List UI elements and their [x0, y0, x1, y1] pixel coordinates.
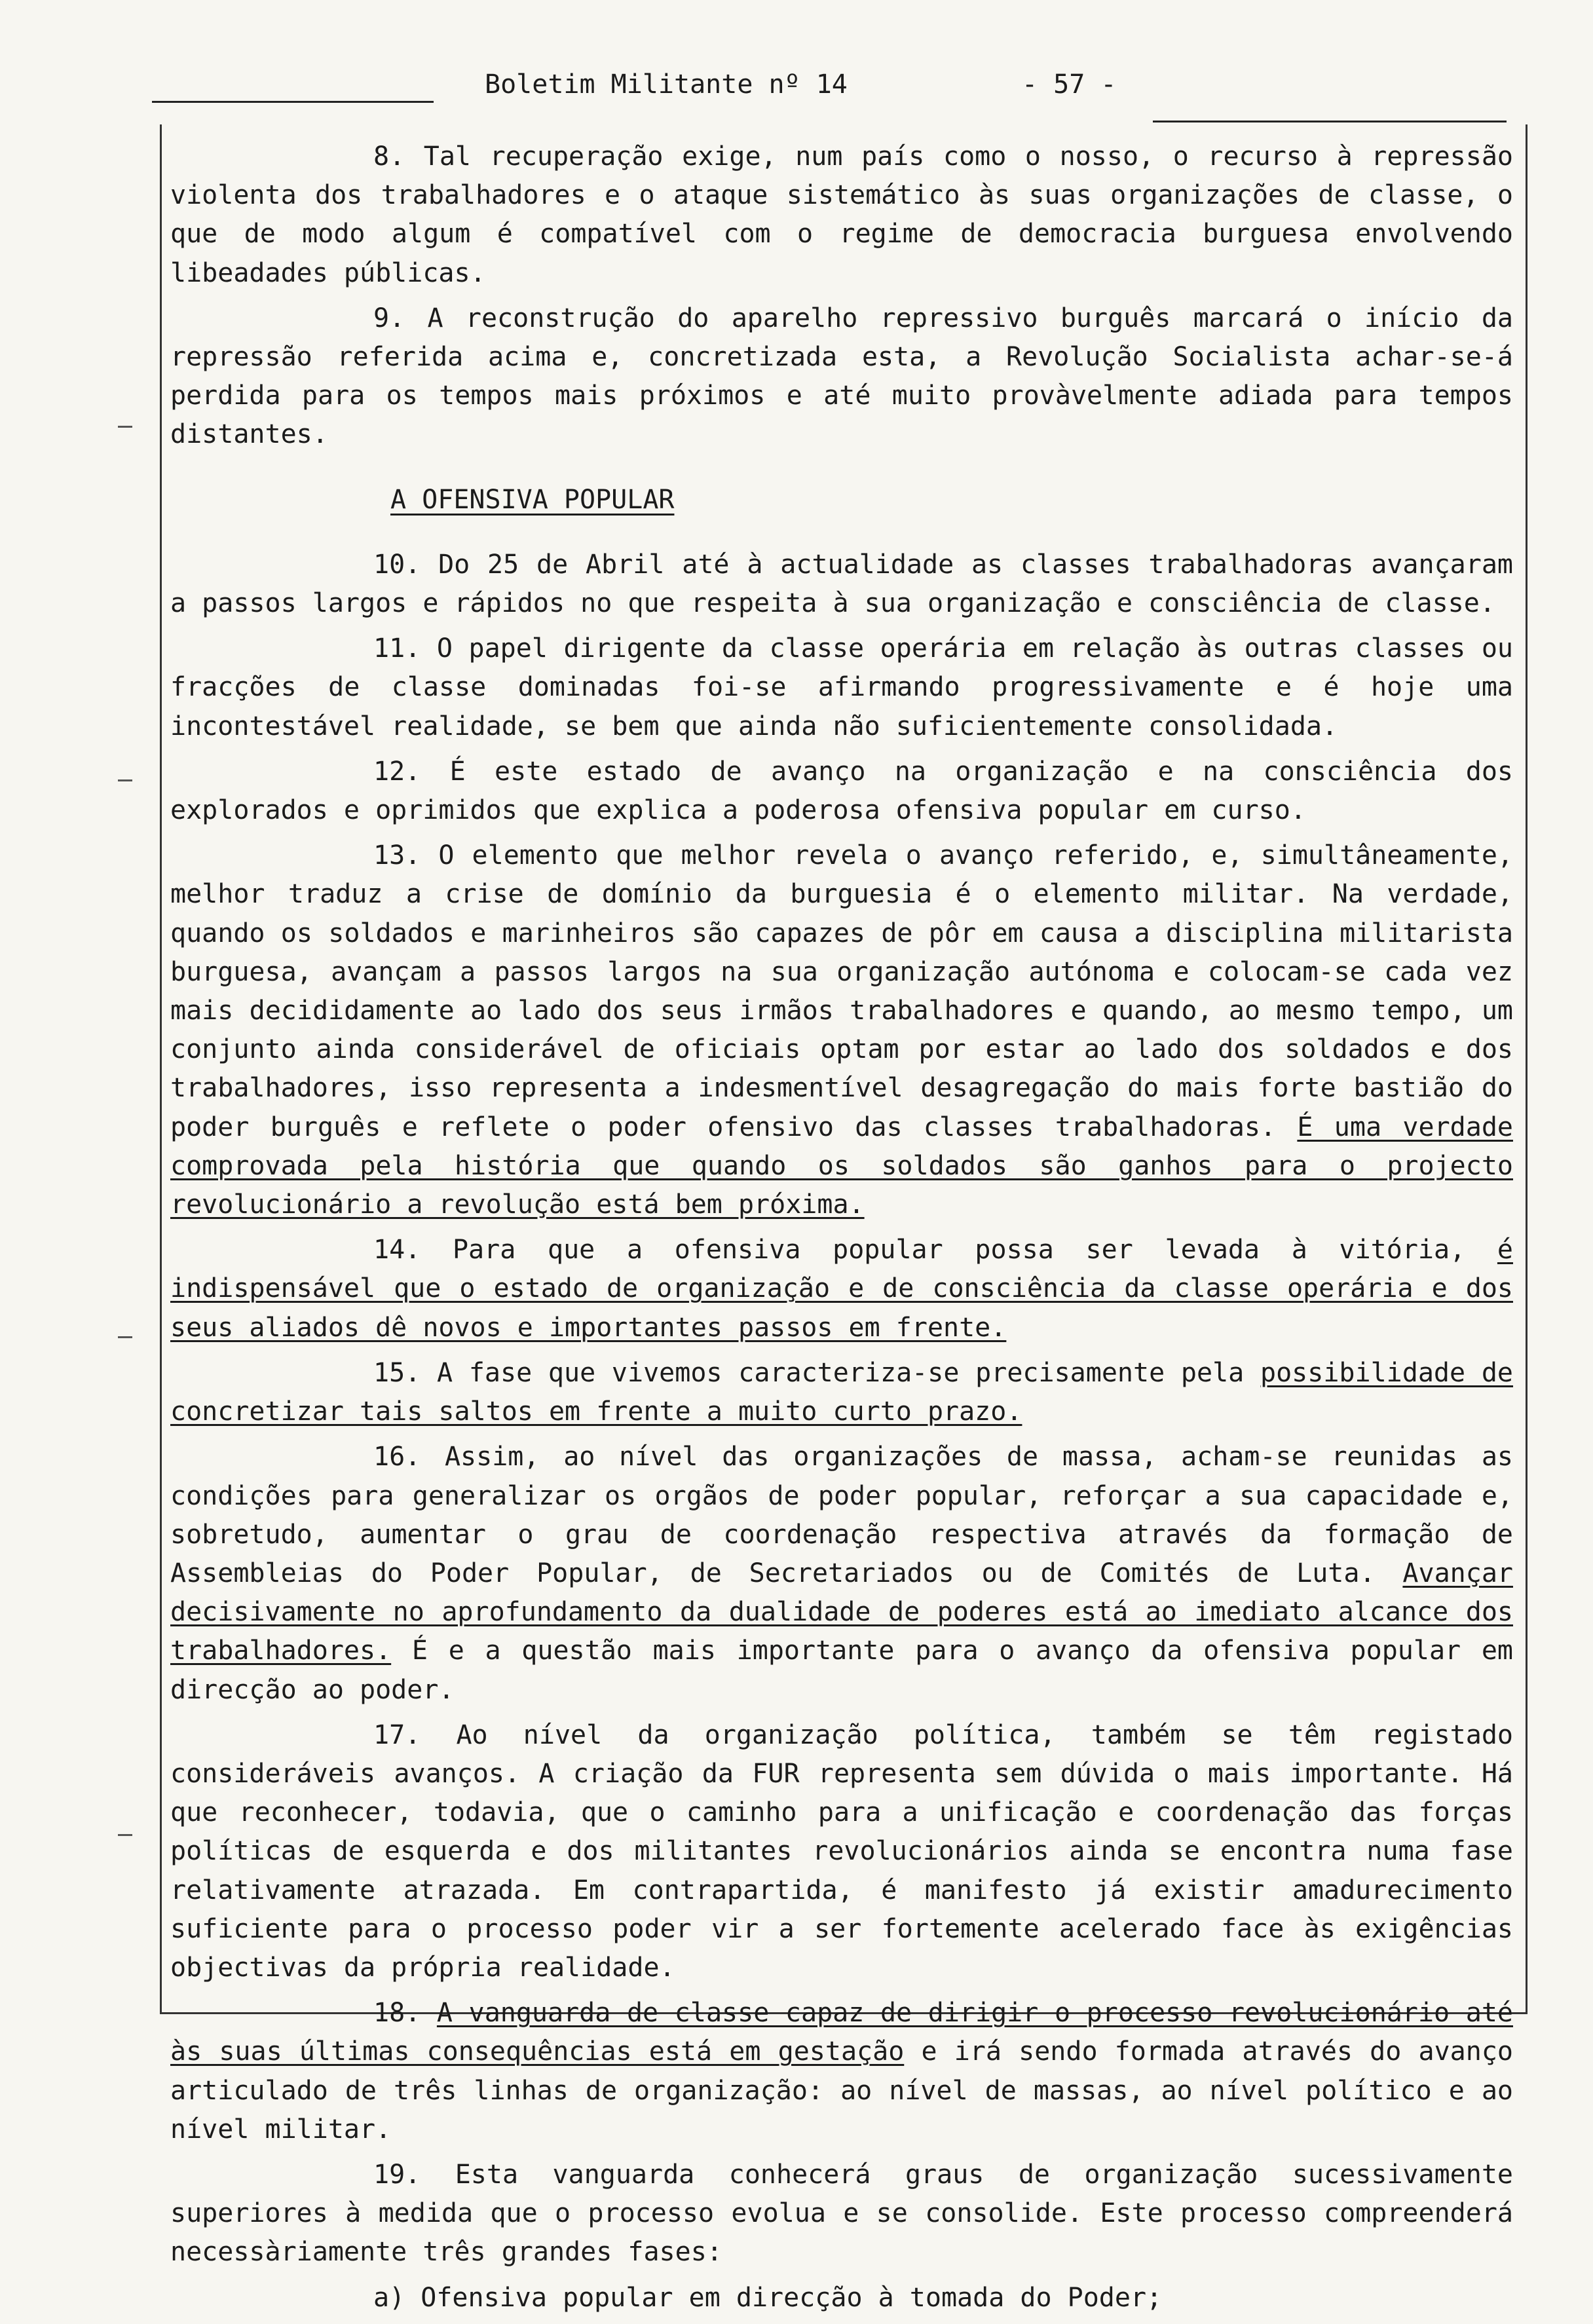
paragraph-16-text: 16. Assim, ao nível das organizações de massa, acham-se reunidas as condições para generalizar os orgãos de poder popular, reforçar a sua capacidade e, sobretudo, aumentar o grau de coordenação respectiva através da formação de Assembleias do Poder Popular, de Secretariados ou de Comités de Luta. — [170, 1442, 1513, 1588]
paragraph-15 — [170, 1354, 1513, 1431]
margin-mark — [118, 779, 132, 781]
paragraph-12: 12. É este estado de avanço na organização e na consciência dos explorados e oprimidos que explica a poderosa ofensiva popular em curso. — [170, 756, 1513, 826]
paragraph-14-underlined: é indispensável que o estado de organização e de consciência da classe operária e dos seus aliados dê novos e importantes passos em frente. — [170, 1235, 1513, 1343]
paragraph-18 — [170, 1994, 1513, 2149]
paragraph-18-end: e irá sendo formada através do avanço articulado de três linhas de organização: ao nível de massas, ao nível político e ao nível militar. — [170, 2036, 1513, 2145]
margin-mark — [118, 1336, 132, 1338]
paragraph-9: 9. A reconstrução do aparelho repressivo burguês marcará o início da repressão referida acima e, concretizada esta, a Revolução Socialista achar-se-á perdida para os tempos mais próximos e até muito provàvelmente adiada para tempos distantes. — [170, 303, 1513, 450]
section-heading: A OFENSIVA POPULAR — [390, 484, 675, 515]
paragraph-16-underlined: Avançar decisivamente no aprofundamento da dualidade de poderes está ao imediato alcance dos trabalhadores. — [170, 1558, 1513, 1666]
paragraph-15-text: 15. A fase que vivemos caracteriza-se precisamente pela — [373, 1357, 1245, 1388]
page-number: - 57 - — [1022, 69, 1117, 100]
paragraph-16 — [170, 1438, 1513, 1709]
paragraph-16-end: É e a questão mais importante para o avanço da ofensiva popular em direcção ao poder. — [170, 1636, 1513, 1705]
list-item-a: a) Ofensiva popular em direcção à tomada do Poder; — [373, 2282, 1163, 2313]
paragraph-13-underlined: É uma verdade comprovada pela história que quando os soldados são ganhos para o projecto revolucionário a revolução está bem próxima. — [170, 1112, 1513, 1220]
paragraph-14 — [170, 1231, 1513, 1347]
header-rule-left — [152, 101, 434, 103]
paragraph-11: 11. O papel dirigente da classe operária em relação às outras classes ou fracções de classe dominadas foi-se afirmando progressivamente e é hoje uma incontestável realidade, se bem que ainda não suficientemente consolidada. — [170, 633, 1513, 741]
paragraph-14-text: 14. Para que a ofensiva popular possa ser levada à vitória, — [373, 1235, 1466, 1265]
paragraph-8: 8. Tal recuperação exige, num país como o nosso, o recurso à repressão violenta dos trabalhadores e o ataque sistemático às suas organizações de classe, o que de modo algum é compatível com o regime de democracia burguesa envolvendo libeadades públicas. — [170, 141, 1513, 288]
paragraph-18-number: 18. — [373, 1998, 421, 2029]
paragraph-13-text: 13. O elemento que melhor revela o avanço referido, e, simultâneamente, melhor traduz a crise de domínio da burguesia é o elemento militar. Na verdade, quando os soldados e marinheiros são capazes de pôr em causa a disciplina militarista burguesa, avançam a passos largos na sua organização autónoma e colocam-se cada vez mais decididamente ao lado dos seus irmãos trabalhadores e quando, ao mesmo tempo, um conjunto ainda considerável de oficiais optam por estar ao lado dos soldados e dos trabalhadores, isso representa a indesmentível desagregação do mais forte bastião do poder burguês e reflete o poder ofensivo das classes trabalhadoras. — [170, 840, 1513, 1142]
page-header — [0, 58, 1593, 100]
paragraph-19: 19. Esta vanguarda conhecerá graus de organização sucessivamente superiores à medida que o processo evolua e se consolide. Este processo compreenderá necessàriamente três grandes fases: — [170, 2159, 1513, 2268]
bulletin-title: Boletim Militante nº 14 — [485, 69, 848, 100]
paragraph-17: 17. Ao nível da organização política, também se têm registado consideráveis avanços. A criação da FUR representa sem dúvida o mais importante. Há que reconhecer, todavia, que o caminho para a unificação e coordenação das forças políticas de esquerda e dos militantes revolucionários ainda se encontra numa fase relativamente atrazada. Em contrapartida, é manifesto já existir amadurecimento suficiente para o processo poder vir a ser fortemente acelerado face às exigências objectivas da própria realidade. — [170, 1719, 1513, 1983]
header-rule-right — [1153, 121, 1507, 122]
paragraph-10: 10. Do 25 de Abril até à actualidade as classes trabalhadoras avançaram a passos largos e rápidos no que respeita à sua organização e consciência de classe. — [170, 549, 1513, 619]
document-body — [170, 138, 1513, 2324]
paragraph-15-underlined: possibilidade de concretizar tais saltos em frente a muito curto prazo. — [170, 1357, 1514, 1427]
paragraph-13 — [170, 836, 1513, 1224]
margin-mark — [118, 426, 132, 428]
margin-mark — [118, 1834, 132, 1836]
paragraph-18-underlined: A vanguarda de classe capaz de dirigir o processo revolucionário até às suas últimas consequências está em gestação — [170, 1998, 1513, 2067]
